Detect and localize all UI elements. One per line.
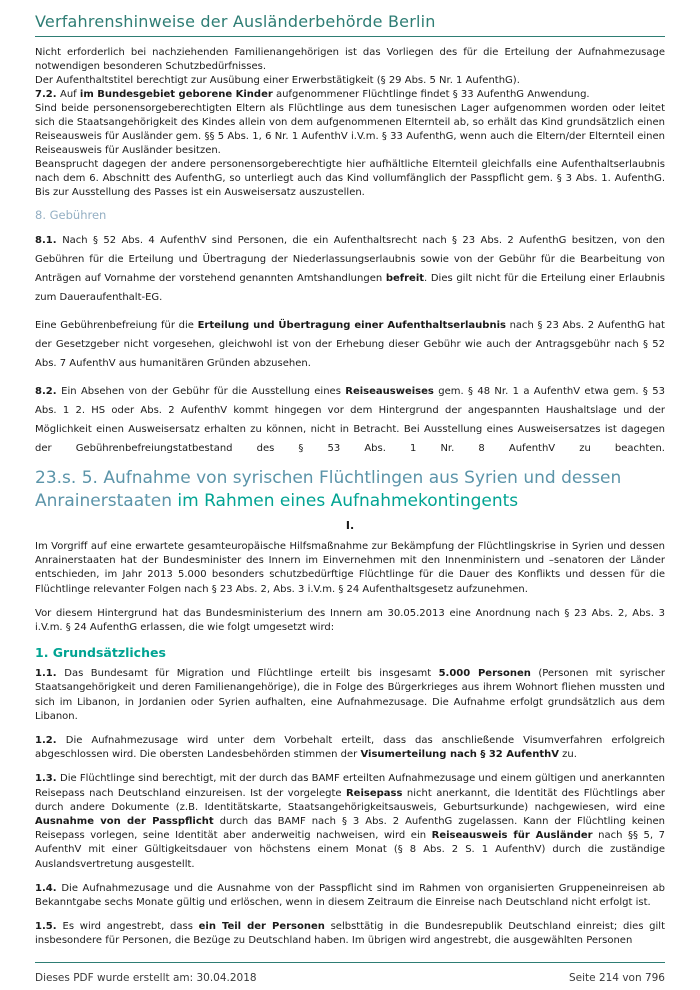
text-run: 1. Grundsätzliches (35, 645, 166, 661)
paragraph (35, 882, 665, 910)
text-run: Im Vorgriff auf eine erwartete gesamteuropäische Hilfsmaßnahme zur Bekämpfung der Flüchtlingskrise in Syrien und dessen Anrainerstaaten hat der Bundesminister des Innern im Einvernehmen mit den Innenministern und –senatoren der Länder entschieden, im Jahr 2013 5.000 besonders schutzbedürftige Flüchtlinge für die Dauer des Konflikts und dessen für die Flüchtlinge relevanter Folgen nach § 23 Abs. 2, Abs. 3 i.V.m. § 24 Aufenthaltsgesetz aufzunehmen. (35, 541, 665, 595)
footer-page-number: Seite 214 von 796 (568, 972, 665, 984)
paragraph (35, 667, 665, 724)
paragraph-tight (35, 74, 665, 88)
text-run: Die Aufnahmezusage und die Ausnahme von der Passpflicht sind im Rahmen von organisierten Gruppeneinreisen ab Bekanntgabe sechs Monate gültig und erlöschen, wenn in diesem Zeitraum die Einreise nach Deutschland nicht erfolgt ist. (35, 882, 665, 909)
text-run: Ausnahme von der Passpflicht (35, 816, 214, 828)
paragraph-tight (35, 102, 665, 158)
title-divider (35, 36, 665, 37)
paragraph-tight (35, 158, 665, 200)
paragraph (35, 607, 665, 635)
paragraph-loose (35, 382, 665, 458)
text-run: Nach § 52 Abs. 4 AufenthV sind Personen, die ein Aufenthaltsrecht nach § 23 Abs. 2 AufenthG besitzen, von den Gebühren für die Erteilung und Übertragung der Niederlassungserlaubnis sowie von der Gebühr für die Bearbeitung von Anträgen auf Vornahme der vorstehend genannten Amtshandlungen (35, 235, 665, 284)
text-run: Die Aufnahmezusage wird unter dem Vorbehalt erteilt, dass das anschließende Visumverfahren erfolgreich abgeschlossen wird. Die obersten Landesbehörden stimmen der (35, 735, 666, 761)
page-title: Verfahrenshinweise der Ausländerbehörde Berlin (35, 12, 436, 31)
text-run: Eine Gebührenbefreiung für die (35, 320, 198, 331)
text-run: selbsttätig in die Bundesrepublik Deutschland einreist; dies gilt insbesondere für Personen, die Bezüge zu Deutschland haben. Im übrigen wird angestrebt, die ausgewählten Personen (35, 921, 665, 947)
page-header (35, 12, 665, 37)
text-run: 8. Gebühren (35, 208, 107, 222)
text-run: (Personen mit syrischer Staatsangehörigkeit und deren Familienangehörige), die in Folge des Bürgerkrieges aus ihrem Wohnort fliehen mussten und sich im Libanon, in Jordanien oder Syrien aufhalten, eine Aufnahmezusage. Die Aufnahme erfolgt grundsätzlich aus dem Libanon. (35, 668, 666, 722)
text-run: zu. (558, 749, 577, 761)
paragraph (35, 772, 665, 871)
text-run: 1.1. (35, 668, 65, 680)
text-run: 8.2. (35, 386, 62, 397)
text-run: Erteilung und Übertragung einer Aufenthaltserlaubnis (197, 320, 506, 331)
text-run: 1.4. (35, 882, 62, 894)
text-run: 7.2. (35, 89, 60, 100)
paragraph-tight (35, 88, 665, 102)
numeral (35, 519, 665, 532)
text-run: 1.2. (35, 735, 66, 747)
text-run: Beansprucht dagegen der andere personensorgeberechtigte hier aufhältliche Elternteil gleichfalls eine Aufenthaltserlaubnis nach dem 6. Abschnitt des AufenthG, so unterliegt auch das Kind vollumfänglich der Passpflicht gem. § 3 Abs. 1. AufenthG. Bis zur Ausstellung des Passes ist ein Ausweisersatz auszustellen. (35, 159, 665, 198)
document-body (35, 46, 665, 949)
text-run: Auf (60, 89, 80, 100)
text-run: nach § 23 Abs. 2 AufenthG hat der Gesetzgeber nicht vorgesehen, gleichwohl ist von der Erhebung dieser Gebühr wie auch der Antragsgebühr nach § 52 Abs. 7 AufenthV aus humanitären Gründen abzusehen. (35, 320, 665, 369)
text-run: Die Flüchtlinge sind berechtigt, mit der durch das BAMF erteilten Aufnahmezusage und einem gültigen und anerkannten Reisepass nach Deutschland einzureisen. Ist der vorgelegte (35, 773, 665, 799)
text-run: gem. § 48 Nr. 1 a AufenthV etwa gem. § 53 Abs. 1 2. HS oder Abs. 2 AufenthV kommt hingegen vor dem Hintergrund der angespannten Haushaltslage und der Möglichkeit einen Ausweisersatz erhalten zu können, nicht in Betracht. Bei Ausstellung eines Ausweisersatzes ist dagegen der Gebührenbefreiungstatbestand des § 53 Abs. 1 Nr. 8 AufenthV zu beachten. (35, 386, 665, 454)
text-run: 23.s. 5. Aufnahme von syrischen Flüchtlingen aus Syrien und dessen Anrainerstaaten (35, 468, 622, 511)
text-run: befreit (385, 273, 425, 284)
text-run: ein Teil der Personen (198, 921, 325, 933)
page-footer (35, 962, 665, 984)
text-run: I. (345, 519, 355, 532)
paragraph (35, 734, 665, 762)
text-run: nach §§ 5, 7 AufenthV mit einer Gültigkeitsdauer von höchstens einem Monat (§ 8 Abs. 2 S. 1 AufenthV) durch die zuständige Auslandsvertretung ausgestellt. (35, 830, 666, 870)
text-run: im Rahmen eines Aufnahmekontingents (177, 491, 519, 511)
paragraph (35, 540, 665, 597)
subsection-heading (35, 645, 665, 661)
footer-row (35, 968, 665, 984)
footer-created-date: Dieses PDF wurde erstellt am: 30.04.2018 (35, 972, 257, 984)
text-run: Sind beide personensorgeberechtigten Eltern als Flüchtlinge aus dem tunesischen Lager aufgenommen worden oder leitet sich die Staatsangehörigkeit des Kindes allein von dem aufgenommenen Elternteil ab, so erhält das Kind grundsätzlich einen Reiseausweis für Ausländer gem. §§ 5 Abs. 1, 6 Nr. 1 AufenthV i.V.m. § 33 AufenthG, wenn auch die Eltern/der Elternteil einen Reiseausweis für Ausländer besitzen. (35, 103, 665, 156)
text-run: aufgenommener Flüchtlinge findet § 33 AufenthG Anwendung. (272, 89, 590, 100)
chapter-heading (35, 467, 665, 513)
text-run: im Bundesgebiet geborene Kinder (79, 89, 273, 100)
text-run: 1.3. (35, 773, 61, 785)
text-run: 1.5. (35, 921, 63, 933)
paragraph-loose (35, 316, 665, 373)
text-run: Reisepass (345, 787, 403, 799)
text-run: 8.1. (35, 235, 63, 246)
paragraph (35, 920, 665, 948)
text-run: durch das BAMF nach § 3 Abs. 2 AufenthG zugelassen. Kann der Flüchtling keinen Reisepass vorlegen, seine Identität aber anderweitig nachweisen, wird ein (35, 816, 665, 842)
paragraph-tight (35, 46, 665, 74)
text-run: 5.000 Personen (438, 668, 531, 680)
text-run: Es wird angestrebt, dass (62, 921, 199, 933)
text-run: Das Bundesamt für Migration und Flüchtlinge erteilt bis insgesamt (64, 668, 439, 680)
paragraph-loose (35, 231, 665, 307)
text-run: Reiseausweises (345, 386, 434, 397)
text-run: Visumerteilung nach § 32 AufenthV (360, 749, 559, 761)
text-run: Vor diesem Hintergrund hat das Bundesministerium des Innern am 30.05.2013 eine Anordnung nach § 23 Abs. 2, Abs. 3 i.V.m. § 24 AufenthG erlassen, die wie folgt umgesetzt wird: (35, 607, 665, 634)
text-run: . Dies gilt nicht für die Erteilung einer Erlaubnis zum Daueraufenthalt-EG. (35, 273, 666, 303)
text-run: Reiseausweis für Ausländer (431, 830, 593, 842)
text-run: nicht anerkannt, die Identität des Flüchtlings aber durch andere Dokumente (z.B. Identitätskarte, Staatsangehörigkeitsausweis, Geburtsurkunde) nachgewiesen, wird eine (35, 787, 665, 813)
text-run: Der Aufenthaltstitel berechtigt zur Ausübung einer Erwerbstätigkeit (§ 29 Abs. 5 Nr. 1 AufenthG). (35, 75, 520, 86)
text-run: Ein Absehen von der Gebühr für die Ausstellung eines (61, 386, 346, 397)
text-run: Nicht erforderlich bei nachziehenden Familienangehörigen ist das Vorliegen des für die Erteilung der Aufnahmezusage notwendigen besonderen Schutzbedürfnisses. (35, 47, 665, 72)
section-label (35, 208, 665, 222)
